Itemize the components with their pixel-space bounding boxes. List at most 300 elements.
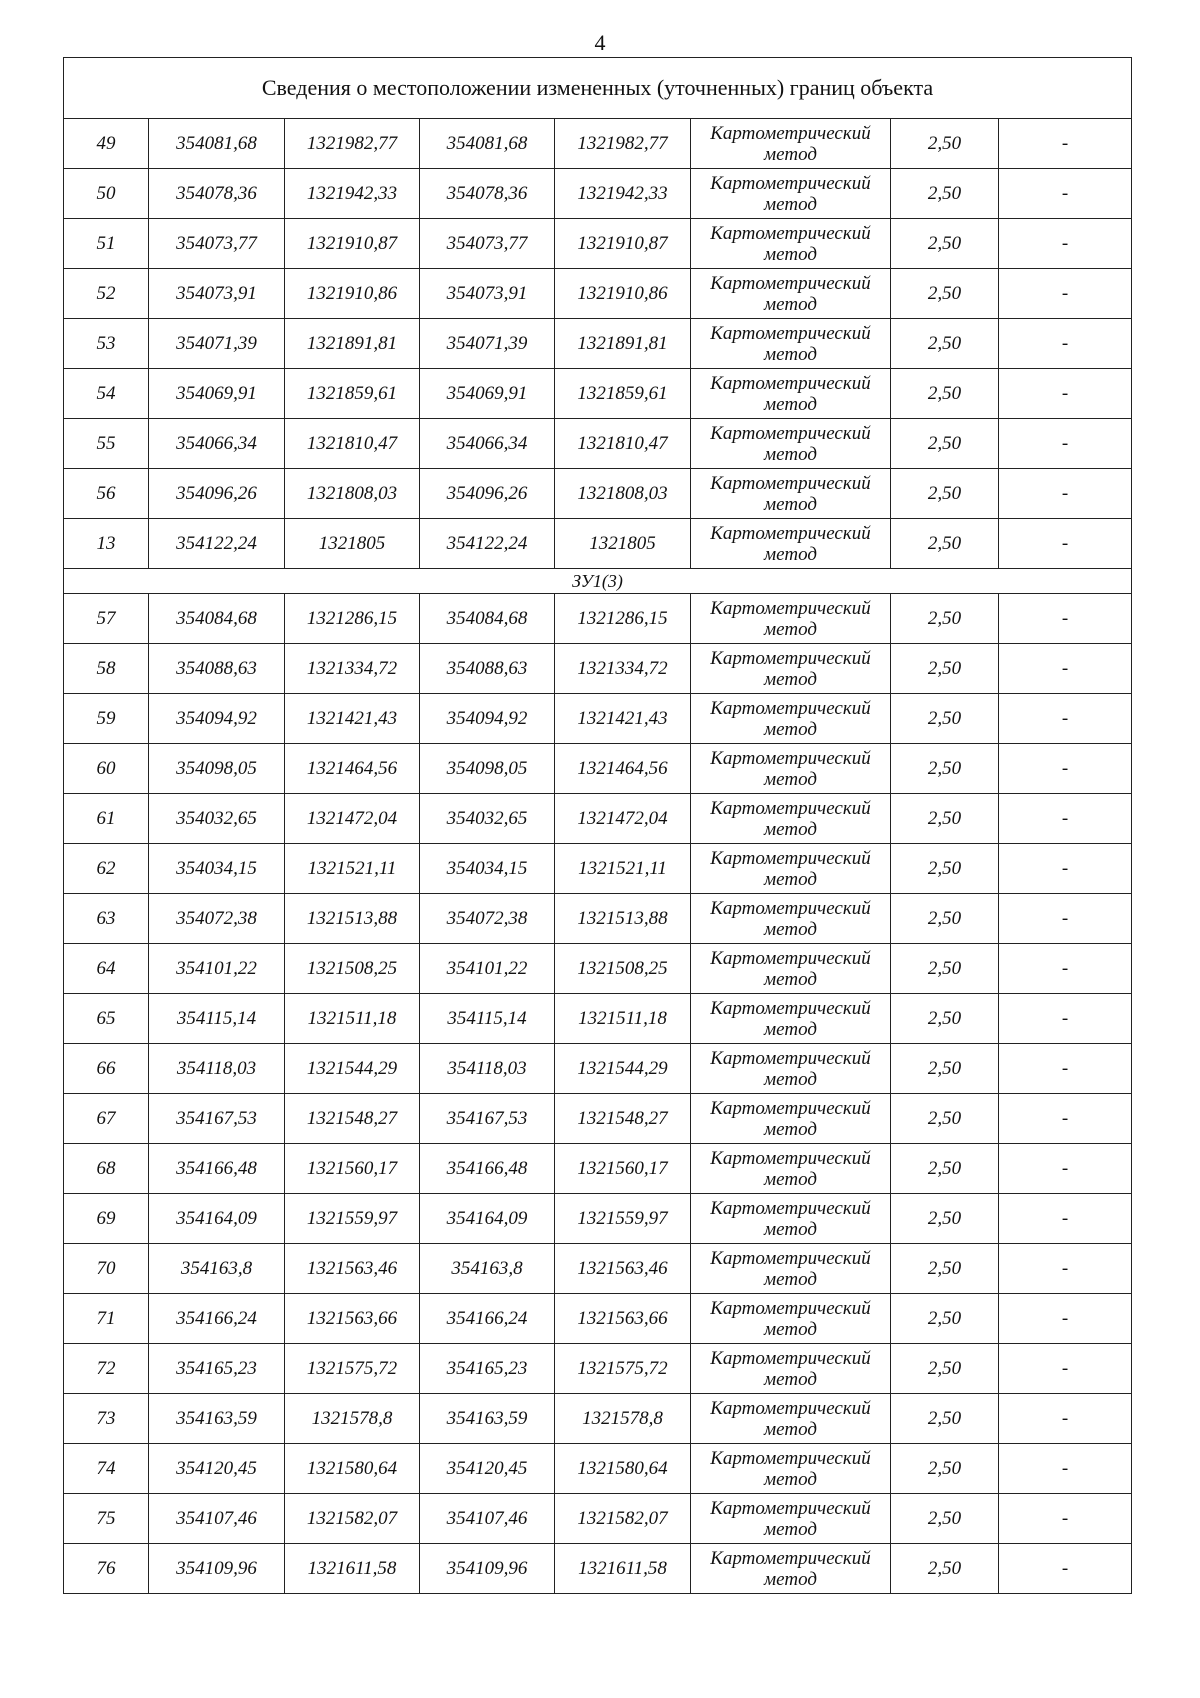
x-existing-cell: 354163,59: [149, 1394, 285, 1444]
y-refined-cell: 1321910,86: [555, 269, 691, 319]
y-existing-cell: 1321578,8: [285, 1394, 420, 1444]
point-number-cell: 64: [64, 944, 149, 994]
x-refined-cell: 354081,68: [420, 119, 555, 169]
x-refined-cell: 354118,03: [420, 1044, 555, 1094]
method-line-1: Картометрический: [710, 372, 871, 394]
note-cell: -: [999, 119, 1132, 169]
y-existing-cell: 1321464,56: [285, 744, 420, 794]
y-existing-cell: 1321575,72: [285, 1344, 420, 1394]
method-cell: [691, 644, 891, 694]
method-line-1: Картометрический: [710, 997, 871, 1019]
y-refined-cell: 1321891,81: [555, 319, 691, 369]
y-existing-cell: 1321511,18: [285, 994, 420, 1044]
accuracy-cell: 2,50: [891, 419, 999, 469]
x-refined-cell: 354073,91: [420, 269, 555, 319]
note-cell: -: [999, 644, 1132, 694]
accuracy-cell: 2,50: [891, 219, 999, 269]
note-cell: -: [999, 1094, 1132, 1144]
x-refined-cell: 354163,8: [420, 1244, 555, 1294]
y-refined-cell: 1321808,03: [555, 469, 691, 519]
method-line-2: метод: [764, 918, 817, 940]
method-line-1: Картометрический: [710, 122, 871, 144]
y-existing-cell: 1321513,88: [285, 894, 420, 944]
y-refined-cell: 1321611,58: [555, 1544, 691, 1594]
x-existing-cell: 354167,53: [149, 1094, 285, 1144]
method-cell: [691, 169, 891, 219]
point-number-cell: 59: [64, 694, 149, 744]
note-cell: -: [999, 169, 1132, 219]
y-refined-cell: 1321548,27: [555, 1094, 691, 1144]
y-refined-cell: 1321508,25: [555, 944, 691, 994]
table-row: [64, 644, 1132, 694]
point-number-cell: 73: [64, 1394, 149, 1444]
method-cell: [691, 1394, 891, 1444]
y-refined-cell: 1321286,15: [555, 594, 691, 644]
note-cell: -: [999, 469, 1132, 519]
point-number-cell: 70: [64, 1244, 149, 1294]
method-line-2: метод: [764, 668, 817, 690]
point-number-cell: 69: [64, 1194, 149, 1244]
note-cell: -: [999, 1294, 1132, 1344]
method-line-1: Картометрический: [710, 1097, 871, 1119]
note-cell: -: [999, 519, 1132, 569]
point-number-cell: 75: [64, 1494, 149, 1544]
y-refined-cell: 1321910,87: [555, 219, 691, 269]
y-existing-cell: 1321334,72: [285, 644, 420, 694]
method-line-2: метод: [764, 1118, 817, 1140]
method-line-2: метод: [764, 968, 817, 990]
x-existing-cell: 354120,45: [149, 1444, 285, 1494]
method-cell: [691, 269, 891, 319]
y-refined-cell: 1321521,11: [555, 844, 691, 894]
note-cell: -: [999, 419, 1132, 469]
note-cell: -: [999, 1494, 1132, 1544]
method-line-1: Картометрический: [710, 697, 871, 719]
x-refined-cell: 354098,05: [420, 744, 555, 794]
accuracy-cell: 2,50: [891, 1144, 999, 1194]
method-cell: [691, 1344, 891, 1394]
note-cell: -: [999, 1444, 1132, 1494]
point-number-cell: 49: [64, 119, 149, 169]
y-existing-cell: 1321559,97: [285, 1194, 420, 1244]
x-refined-cell: 354073,77: [420, 219, 555, 269]
method-cell: [691, 369, 891, 419]
point-number-cell: 61: [64, 794, 149, 844]
table-title: Сведения о местоположении измененных (уточненных) границ объекта: [64, 58, 1132, 119]
note-cell: -: [999, 1244, 1132, 1294]
method-line-1: Картометрический: [710, 272, 871, 294]
method-line-2: метод: [764, 1318, 817, 1340]
y-existing-cell: 1321544,29: [285, 1044, 420, 1094]
x-existing-cell: 354166,24: [149, 1294, 285, 1344]
accuracy-cell: 2,50: [891, 1444, 999, 1494]
method-line-2: метод: [764, 1518, 817, 1540]
x-refined-cell: 354034,15: [420, 844, 555, 894]
accuracy-cell: 2,50: [891, 694, 999, 744]
accuracy-cell: 2,50: [891, 594, 999, 644]
accuracy-cell: 2,50: [891, 1394, 999, 1444]
method-line-2: метод: [764, 143, 817, 165]
method-line-1: Картометрический: [710, 797, 871, 819]
note-cell: -: [999, 219, 1132, 269]
y-existing-cell: 1321563,66: [285, 1294, 420, 1344]
method-cell: [691, 219, 891, 269]
y-refined-cell: 1321511,18: [555, 994, 691, 1044]
x-refined-cell: 354122,24: [420, 519, 555, 569]
point-number-cell: 51: [64, 219, 149, 269]
table-row: [64, 1044, 1132, 1094]
method-line-1: Картометрический: [710, 947, 871, 969]
y-existing-cell: 1321859,61: [285, 369, 420, 419]
table-row: [64, 1244, 1132, 1294]
x-refined-cell: 354072,38: [420, 894, 555, 944]
y-existing-cell: 1321560,17: [285, 1144, 420, 1194]
table-row: [64, 894, 1132, 944]
accuracy-cell: 2,50: [891, 1344, 999, 1394]
y-refined-cell: 1321563,66: [555, 1294, 691, 1344]
method-line-1: Картометрический: [710, 422, 871, 444]
y-existing-cell: 1321910,86: [285, 269, 420, 319]
x-existing-cell: 354071,39: [149, 319, 285, 369]
x-existing-cell: 354163,8: [149, 1244, 285, 1294]
note-cell: -: [999, 744, 1132, 794]
method-line-2: метод: [764, 768, 817, 790]
x-existing-cell: 354073,91: [149, 269, 285, 319]
y-refined-cell: 1321580,64: [555, 1444, 691, 1494]
x-refined-cell: 354084,68: [420, 594, 555, 644]
y-existing-cell: 1321805: [285, 519, 420, 569]
method-line-2: метод: [764, 1168, 817, 1190]
table-row: [64, 1494, 1132, 1544]
method-line-2: метод: [764, 1218, 817, 1240]
table-row: [64, 594, 1132, 644]
y-existing-cell: 1321910,87: [285, 219, 420, 269]
point-number-cell: 76: [64, 1544, 149, 1594]
method-line-2: метод: [764, 868, 817, 890]
x-existing-cell: 354081,68: [149, 119, 285, 169]
table-row: [64, 419, 1132, 469]
x-refined-cell: 354115,14: [420, 994, 555, 1044]
y-refined-cell: 1321472,04: [555, 794, 691, 844]
method-line-2: метод: [764, 1068, 817, 1090]
accuracy-cell: 2,50: [891, 1194, 999, 1244]
y-existing-cell: 1321548,27: [285, 1094, 420, 1144]
method-cell: [691, 1494, 891, 1544]
method-cell: [691, 1144, 891, 1194]
y-existing-cell: 1321611,58: [285, 1544, 420, 1594]
table-row: [64, 1294, 1132, 1344]
y-refined-cell: 1321942,33: [555, 169, 691, 219]
method-cell: [691, 594, 891, 644]
method-line-2: метод: [764, 718, 817, 740]
x-existing-cell: 354078,36: [149, 169, 285, 219]
x-refined-cell: 354163,59: [420, 1394, 555, 1444]
table-row: [64, 844, 1132, 894]
method-line-2: метод: [764, 1418, 817, 1440]
accuracy-cell: 2,50: [891, 1244, 999, 1294]
x-existing-cell: 354118,03: [149, 1044, 285, 1094]
point-number-cell: 54: [64, 369, 149, 419]
accuracy-cell: 2,50: [891, 894, 999, 944]
accuracy-cell: 2,50: [891, 1044, 999, 1094]
method-cell: [691, 944, 891, 994]
method-line-2: метод: [764, 618, 817, 640]
y-existing-cell: 1321580,64: [285, 1444, 420, 1494]
method-line-1: Картометрический: [710, 897, 871, 919]
method-line-2: метод: [764, 1368, 817, 1390]
note-cell: -: [999, 319, 1132, 369]
accuracy-cell: 2,50: [891, 844, 999, 894]
y-existing-cell: 1321810,47: [285, 419, 420, 469]
method-cell: [691, 419, 891, 469]
accuracy-cell: 2,50: [891, 1294, 999, 1344]
accuracy-cell: 2,50: [891, 944, 999, 994]
method-line-1: Картометрический: [710, 647, 871, 669]
method-line-1: Картометрический: [710, 172, 871, 194]
note-cell: -: [999, 594, 1132, 644]
method-line-2: метод: [764, 243, 817, 265]
note-cell: -: [999, 844, 1132, 894]
method-cell: [691, 1094, 891, 1144]
accuracy-cell: 2,50: [891, 1544, 999, 1594]
table-row: [64, 119, 1132, 169]
table-row: [64, 994, 1132, 1044]
table-row: [64, 1094, 1132, 1144]
y-existing-cell: 1321982,77: [285, 119, 420, 169]
accuracy-cell: 2,50: [891, 1494, 999, 1544]
y-refined-cell: 1321421,43: [555, 694, 691, 744]
x-refined-cell: 354032,65: [420, 794, 555, 844]
x-existing-cell: 354107,46: [149, 1494, 285, 1544]
point-number-cell: 67: [64, 1094, 149, 1144]
accuracy-cell: 2,50: [891, 169, 999, 219]
method-line-1: Картометрический: [710, 747, 871, 769]
table-body: [64, 58, 1132, 1594]
y-refined-cell: 1321513,88: [555, 894, 691, 944]
y-refined-cell: 1321544,29: [555, 1044, 691, 1094]
y-refined-cell: 1321982,77: [555, 119, 691, 169]
point-number-cell: 60: [64, 744, 149, 794]
accuracy-cell: 2,50: [891, 794, 999, 844]
point-number-cell: 66: [64, 1044, 149, 1094]
note-cell: -: [999, 894, 1132, 944]
boundary-coordinates-table: [63, 57, 1132, 1594]
x-existing-cell: 354122,24: [149, 519, 285, 569]
x-existing-cell: 354073,77: [149, 219, 285, 269]
x-existing-cell: 354084,68: [149, 594, 285, 644]
accuracy-cell: 2,50: [891, 369, 999, 419]
point-number-cell: 74: [64, 1444, 149, 1494]
y-existing-cell: 1321891,81: [285, 319, 420, 369]
method-cell: [691, 119, 891, 169]
method-line-1: Картометрический: [710, 1297, 871, 1319]
x-refined-cell: 354069,91: [420, 369, 555, 419]
section-label: ЗУ1(3): [64, 569, 1132, 594]
x-refined-cell: 354101,22: [420, 944, 555, 994]
x-refined-cell: 354166,24: [420, 1294, 555, 1344]
point-number-cell: 72: [64, 1344, 149, 1394]
method-line-2: метод: [764, 443, 817, 465]
method-line-1: Картометрический: [710, 847, 871, 869]
y-refined-cell: 1321563,46: [555, 1244, 691, 1294]
note-cell: -: [999, 944, 1132, 994]
method-cell: [691, 319, 891, 369]
method-line-2: метод: [764, 1468, 817, 1490]
accuracy-cell: 2,50: [891, 319, 999, 369]
y-existing-cell: 1321521,11: [285, 844, 420, 894]
method-line-1: Картометрический: [710, 322, 871, 344]
method-cell: [691, 744, 891, 794]
section-row: [64, 569, 1132, 594]
method-cell: [691, 1544, 891, 1594]
accuracy-cell: 2,50: [891, 744, 999, 794]
point-number-cell: 56: [64, 469, 149, 519]
table-row: [64, 369, 1132, 419]
x-refined-cell: 354166,48: [420, 1144, 555, 1194]
point-number-cell: 53: [64, 319, 149, 369]
y-refined-cell: 1321810,47: [555, 419, 691, 469]
method-line-1: Картометрический: [710, 597, 871, 619]
method-line-1: Картометрический: [710, 1547, 871, 1569]
table-row: [64, 944, 1132, 994]
method-line-1: Картометрический: [710, 472, 871, 494]
table-row: [64, 1544, 1132, 1594]
point-number-cell: 71: [64, 1294, 149, 1344]
x-refined-cell: 354167,53: [420, 1094, 555, 1144]
note-cell: -: [999, 1144, 1132, 1194]
x-existing-cell: 354115,14: [149, 994, 285, 1044]
method-cell: [691, 1194, 891, 1244]
x-refined-cell: 354164,09: [420, 1194, 555, 1244]
accuracy-cell: 2,50: [891, 269, 999, 319]
x-existing-cell: 354094,92: [149, 694, 285, 744]
table-row: [64, 1144, 1132, 1194]
y-refined-cell: 1321464,56: [555, 744, 691, 794]
method-cell: [691, 1044, 891, 1094]
method-cell: [691, 994, 891, 1044]
y-existing-cell: 1321286,15: [285, 594, 420, 644]
method-line-2: метод: [764, 393, 817, 415]
accuracy-cell: 2,50: [891, 1094, 999, 1144]
point-number-cell: 62: [64, 844, 149, 894]
method-line-1: Картометрический: [710, 1397, 871, 1419]
x-refined-cell: 354094,92: [420, 694, 555, 744]
y-refined-cell: 1321334,72: [555, 644, 691, 694]
y-refined-cell: 1321859,61: [555, 369, 691, 419]
method-line-1: Картометрический: [710, 1047, 871, 1069]
method-line-2: метод: [764, 1018, 817, 1040]
table-row: [64, 744, 1132, 794]
table-row: [64, 1194, 1132, 1244]
method-line-2: метод: [764, 293, 817, 315]
x-existing-cell: 354096,26: [149, 469, 285, 519]
point-number-cell: 65: [64, 994, 149, 1044]
method-line-2: метод: [764, 1568, 817, 1590]
y-refined-cell: 1321582,07: [555, 1494, 691, 1544]
x-existing-cell: 354069,91: [149, 369, 285, 419]
accuracy-cell: 2,50: [891, 469, 999, 519]
x-existing-cell: 354088,63: [149, 644, 285, 694]
note-cell: -: [999, 1194, 1132, 1244]
x-refined-cell: 354071,39: [420, 319, 555, 369]
method-cell: [691, 519, 891, 569]
method-cell: [691, 1444, 891, 1494]
y-existing-cell: 1321563,46: [285, 1244, 420, 1294]
table-row: [64, 519, 1132, 569]
y-existing-cell: 1321421,43: [285, 694, 420, 744]
method-line-1: Картометрический: [710, 1247, 871, 1269]
method-cell: [691, 794, 891, 844]
x-existing-cell: 354165,23: [149, 1344, 285, 1394]
point-number-cell: 13: [64, 519, 149, 569]
y-refined-cell: 1321560,17: [555, 1144, 691, 1194]
page-number: 4: [594, 30, 606, 55]
accuracy-cell: 2,50: [891, 519, 999, 569]
method-line-1: Картометрический: [710, 1497, 871, 1519]
method-line-1: Картометрический: [710, 1447, 871, 1469]
table-row: [64, 469, 1132, 519]
x-existing-cell: 354066,34: [149, 419, 285, 469]
table-row: [64, 794, 1132, 844]
method-line-1: Картометрический: [710, 1347, 871, 1369]
accuracy-cell: 2,50: [891, 644, 999, 694]
x-refined-cell: 354109,96: [420, 1544, 555, 1594]
y-refined-cell: 1321805: [555, 519, 691, 569]
table-title-row: [64, 58, 1132, 119]
point-number-cell: 63: [64, 894, 149, 944]
note-cell: -: [999, 269, 1132, 319]
point-number-cell: 50: [64, 169, 149, 219]
note-cell: -: [999, 694, 1132, 744]
note-cell: -: [999, 794, 1132, 844]
accuracy-cell: 2,50: [891, 119, 999, 169]
accuracy-cell: 2,50: [891, 994, 999, 1044]
method-line-2: метод: [764, 543, 817, 565]
method-line-2: метод: [764, 193, 817, 215]
x-refined-cell: 354107,46: [420, 1494, 555, 1544]
x-existing-cell: 354072,38: [149, 894, 285, 944]
method-cell: [691, 469, 891, 519]
x-refined-cell: 354078,36: [420, 169, 555, 219]
x-existing-cell: 354034,15: [149, 844, 285, 894]
table-row: [64, 1444, 1132, 1494]
point-number-cell: 58: [64, 644, 149, 694]
y-existing-cell: 1321808,03: [285, 469, 420, 519]
table-row: [64, 319, 1132, 369]
y-refined-cell: 1321559,97: [555, 1194, 691, 1244]
method-line-1: Картометрический: [710, 222, 871, 244]
y-existing-cell: 1321508,25: [285, 944, 420, 994]
table-row: [64, 269, 1132, 319]
x-refined-cell: 354088,63: [420, 644, 555, 694]
method-cell: [691, 694, 891, 744]
method-line-1: Картометрический: [710, 1197, 871, 1219]
table-row: [64, 219, 1132, 269]
table-row: [64, 1394, 1132, 1444]
note-cell: -: [999, 369, 1132, 419]
note-cell: -: [999, 1344, 1132, 1394]
x-existing-cell: 354101,22: [149, 944, 285, 994]
x-refined-cell: 354120,45: [420, 1444, 555, 1494]
x-refined-cell: 354066,34: [420, 419, 555, 469]
point-number-cell: 52: [64, 269, 149, 319]
method-cell: [691, 894, 891, 944]
x-existing-cell: 354098,05: [149, 744, 285, 794]
note-cell: -: [999, 1044, 1132, 1094]
method-line-1: Картометрический: [710, 522, 871, 544]
method-line-1: Картометрический: [710, 1147, 871, 1169]
y-existing-cell: 1321942,33: [285, 169, 420, 219]
